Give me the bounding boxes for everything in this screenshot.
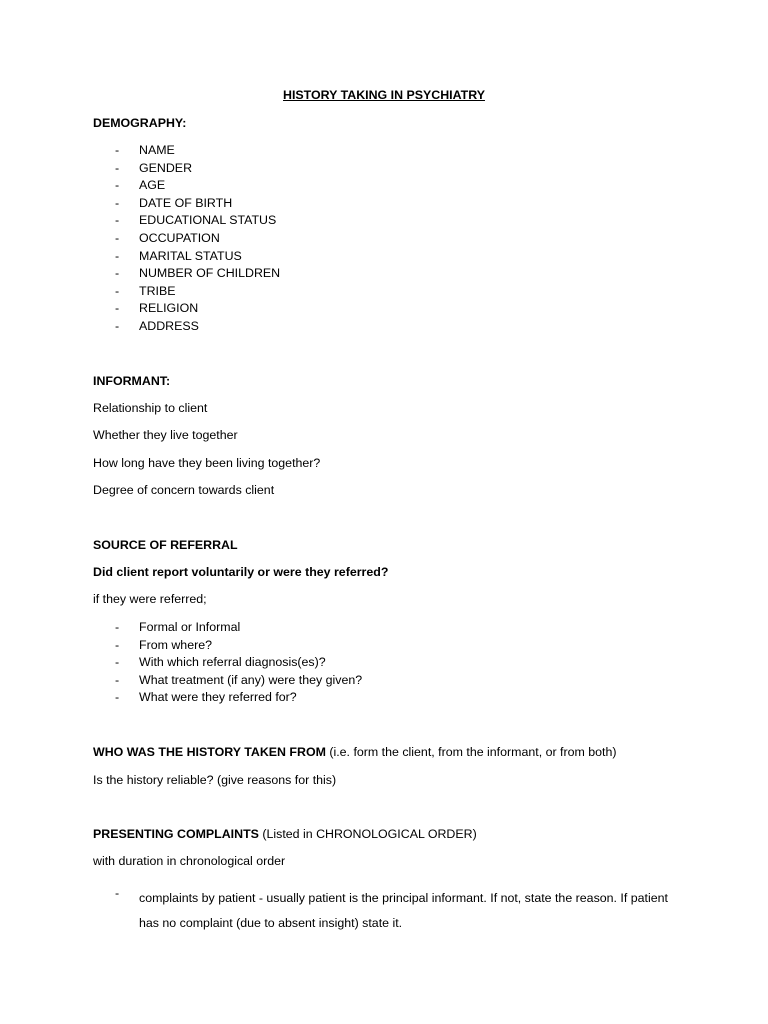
list-item-text: GENDER [139,160,193,175]
list-item-text: MARITAL STATUS [139,248,242,263]
dash-marker: - [115,230,120,245]
list-item-text: Formal or Informal [139,620,241,634]
list-item-text: AGE [139,178,166,193]
referral-heading: SOURCE OF REFERRAL [93,538,238,552]
informant-line: How long have they been living together? [93,456,321,470]
informant-heading: INFORMANT: [93,374,171,388]
list-item-text: NUMBER OF CHILDREN [139,266,281,281]
dash-marker: - [115,690,120,705]
list-item-text: With which referral diagnosis(es)? [139,655,326,670]
dash-marker: - [115,283,120,298]
informant-line: Relationship to client [93,401,208,415]
list-item-text: ADDRESS [139,318,199,333]
history-source-heading: WHO WAS THE HISTORY TAKEN FROM [93,745,326,759]
informant-line: Whether they live together [93,428,238,442]
list-item-text: What treatment (if any) were they given? [139,672,363,687]
referral-intro: if they were referred; [93,592,207,606]
dash-marker: - [115,655,120,670]
dash-marker: - [115,178,120,193]
dash-marker: - [115,248,120,263]
history-source-note: (i.e. form the client, from the informant, or from both) [325,745,617,759]
list-item-text: TRIBE [139,283,176,298]
dash-marker: - [115,886,120,900]
document-title: HISTORY TAKING IN PSYCHIATRY [283,88,485,102]
dash-marker: - [115,160,120,175]
complaints-bullet-text: complaints by patient - usually patient is the principal informant. If not, state the reason. If patient has no complaint (due to absent insight) state it. [139,891,668,930]
list-item-text: OCCUPATION [139,230,220,245]
history-reliability-line: Is the history reliable? (give reasons for this) [93,773,337,787]
demography-heading: DEMOGRAPHY: [93,116,187,130]
dash-marker: - [115,266,120,281]
list-item-text: RELIGION [139,301,199,316]
dash-marker: - [115,195,120,210]
complaints-line: with duration in chronological order [93,854,286,868]
dash-marker: - [115,213,120,228]
dash-marker: - [115,318,120,333]
dash-marker: - [115,672,120,687]
dash-marker: - [115,301,120,316]
complaints-heading: PRESENTING COMPLAINTS [93,827,259,841]
list-item-text: What were they referred for? [139,690,297,705]
list-item-text: NAME [139,143,175,157]
complaints-paragraph [93,827,477,841]
dash-marker: - [115,620,120,634]
history-source-paragraph [93,745,617,759]
dash-marker: - [115,637,120,652]
referral-question: Did client report voluntarily or were they referred? [93,565,389,579]
list-item-text: EDUCATIONAL STATUS [139,213,277,228]
dash-marker: - [115,143,120,157]
informant-line: Degree of concern towards client [93,483,275,497]
complaints-note: (Listed in CHRONOLOGICAL ORDER) [258,827,477,841]
list-item-text: DATE OF BIRTH [139,195,233,210]
list-item-text: From where? [139,637,212,652]
